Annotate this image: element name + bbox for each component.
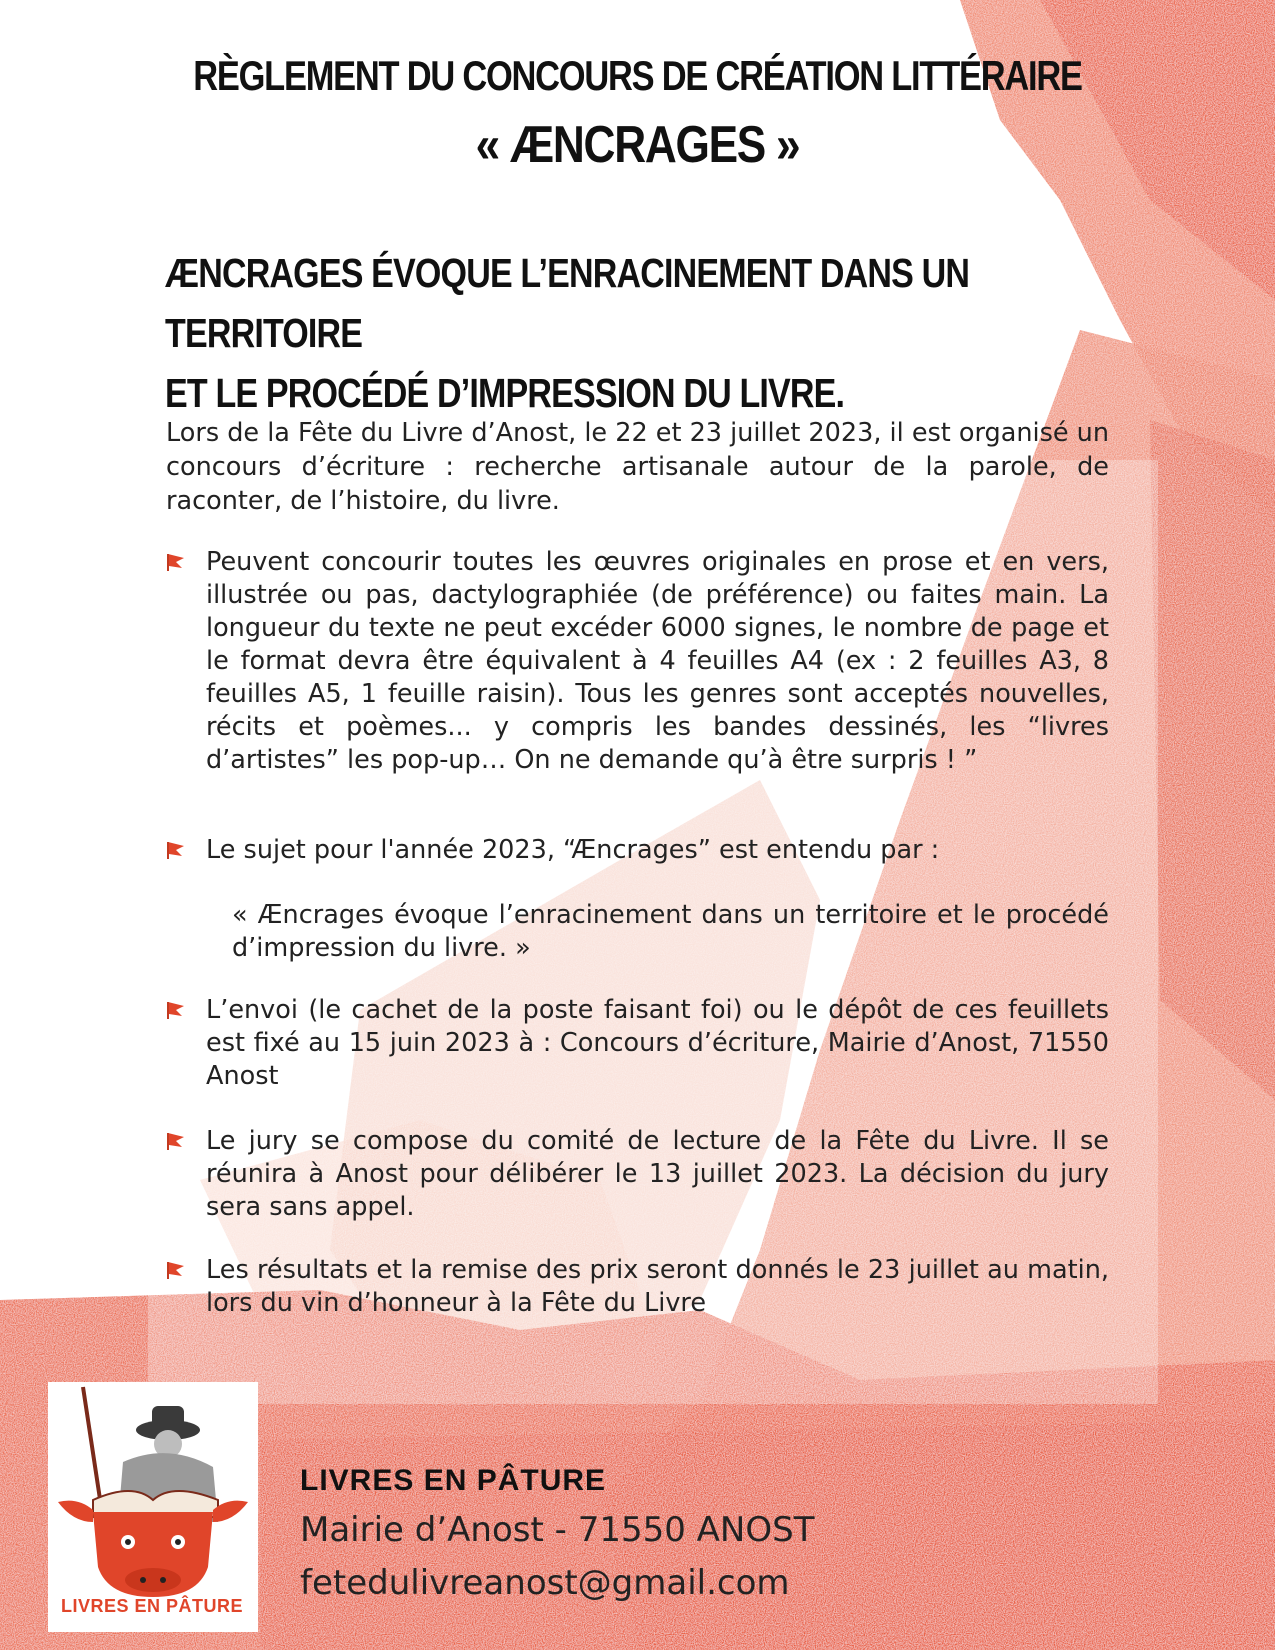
logo-caption: LIVRES EN PÂTURE (60, 1596, 244, 1616)
organization-name: LIVRES EN PÂTURE (300, 1464, 607, 1497)
rule-item (166, 546, 1109, 777)
postal-address: Mairie d’Anost - 71550 ANOST (300, 1510, 815, 1550)
rule-text: Peuvent concourir toutes les œuvres originales en prose et en vers, illustrée ou pas, dactylographiée (de préférence) ou faites main. La longueur du texte ne peut excéder 6000 signes, le nombre de page et le format devra être équivalent à 4 feuilles A4 (ex : 2 feuilles A3, 8 feuilles A5, 1 feuille raisin). Tous les genres sont acceptés nouvelles, récits et poèmes... y compris les bandes dessinés, les “livres d’artistes” les pop-up… On ne demande qu’à être surpris ! ” (206, 547, 1109, 775)
rule-text: Le sujet pour l'année 2023, “Æncrages” est entendu par : (206, 835, 940, 865)
subtitle-line-2: ET LE PROCÉDÉ D’IMPRESSION DU LIVRE. (165, 370, 845, 416)
intro-paragraph: Lors de la Fête du Livre d’Anost, le 22 et 23 juillet 2023, il est organisé un concours d’écriture : recherche artisanale autour de la parole, de raconter, de l’histoire, du livre. (166, 418, 1109, 516)
rule-item (166, 1125, 1109, 1224)
livres-en-pature-logo (48, 1382, 258, 1632)
rule-item (166, 1254, 1109, 1320)
subject-quote: « Æncrages évoque l’enracinement dans un territoire et le procédé d’impression du livre. » (232, 900, 1109, 963)
rule-item (166, 994, 1109, 1093)
subtitle-line-1: ÆNCRAGES ÉVOQUE L’ENRACINEMENT DANS UN TERRITOIRE (165, 250, 970, 356)
flag-bullet-icon (166, 1000, 186, 1020)
rule-text: Le jury se compose du comité de lecture de la Fête du Livre. Il se réunira à Anost pour délibérer le 13 juillet 2023. La décision du jury sera sans appel. (206, 1126, 1109, 1222)
flag-bullet-icon (166, 1260, 186, 1280)
flag-bullet-icon (166, 840, 186, 860)
flag-bullet-icon (166, 552, 186, 572)
page-title: RÈGLEMENT DU CONCOURS DE CRÉATION LITTÉRAIRE (193, 52, 1082, 99)
rule-text: L’envoi (le cachet de la poste faisant foi) ou le dépôt de ces feuillets est fixé au 15 juin 2023 à : Concours d’écriture, Mairie d’Anost, 71550 Anost (206, 995, 1109, 1091)
flag-bullet-icon (166, 1131, 186, 1151)
contact-email[interactable]: fetedulivreanost@gmail.com (300, 1563, 790, 1603)
subtitle (165, 243, 1061, 423)
rule-text: Les résultats et la remise des prix seront donnés le 23 juillet au matin, lors du vin d’honneur à la Fête du Livre (206, 1255, 1109, 1318)
rule-item (166, 834, 1109, 867)
contest-name: « ÆNCRAGES » (475, 116, 800, 174)
